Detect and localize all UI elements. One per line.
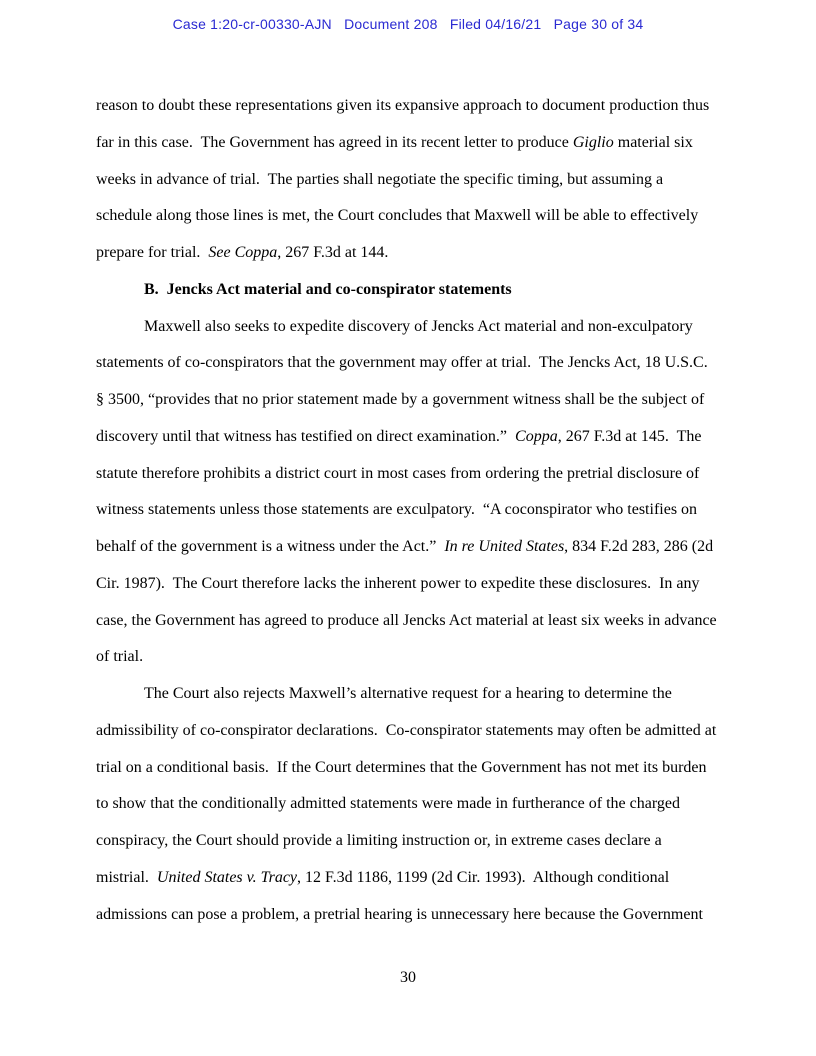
text-segment: , 267 F.3d at 144. xyxy=(277,244,389,261)
text-line xyxy=(96,566,756,603)
text-line xyxy=(96,88,756,125)
text-line xyxy=(96,713,756,750)
text-segment: material six xyxy=(613,133,693,151)
ecf-case-stamp: Case 1:20-cr-00330-AJN Document 208 Filed 04/16/21 Page 30 of 34 xyxy=(172,16,644,32)
text-line xyxy=(96,235,756,272)
text-segment: admissions can pose a problem, a pretrial hearing is unnecessary here because the Government xyxy=(96,905,703,923)
text-segment: prepare for trial. xyxy=(96,244,209,261)
text-segment: The Court also rejects Maxwell’s alternative request for a hearing to determine the xyxy=(144,685,672,702)
text-segment: Giglio xyxy=(572,133,614,151)
text-line xyxy=(96,198,756,235)
text-segment: B. Jencks Act material and co-conspirator statements xyxy=(144,280,512,298)
page-number: 30 xyxy=(400,969,416,986)
text-line xyxy=(96,419,756,456)
text-line xyxy=(96,456,756,493)
text-line xyxy=(96,309,756,346)
text-line xyxy=(96,529,756,566)
text-segment: See Coppa xyxy=(208,244,278,261)
text-segment: § 3500, “provides that no prior statement made by a government witness shall be the subject of xyxy=(96,391,705,408)
text-segment: discovery until that witness has testified on direct examination.” xyxy=(96,427,516,445)
text-segment: trial on a conditional basis. If the Court determines that the Government has not met its burden xyxy=(96,758,707,776)
text-line xyxy=(96,860,756,897)
text-line xyxy=(96,786,756,823)
text-line xyxy=(96,676,756,713)
text-segment: case, the Government has agreed to produce all Jencks Act material at least six weeks in advance xyxy=(96,611,717,629)
text-segment: statements of co-conspirators that the government may offer at trial. The Jencks Act, 18 U.S.C. xyxy=(96,354,708,372)
text-segment: United States v. Tracy xyxy=(156,868,298,886)
text-segment: Coppa xyxy=(515,427,558,445)
text-line xyxy=(96,162,756,199)
text-segment: to show that the conditionally admitted statements were made in furtherance of the charged xyxy=(96,795,680,813)
text-segment: In re United States xyxy=(444,538,565,555)
text-segment: , 12 F.3d 1186, 1199 (2d Cir. 1993). Although conditional xyxy=(297,868,670,886)
text-line xyxy=(96,382,756,419)
text-segment: witness statements unless those statements are exculpatory. “A coconspirator who testifies on xyxy=(96,501,698,519)
text-segment: admissibility of co-conspirator declarations. Co-conspirator statements may often be admitted at xyxy=(96,721,717,739)
text-line xyxy=(96,823,756,860)
text-segment: schedule along those lines is met, the Court concludes that Maxwell will be able to effectively xyxy=(96,207,699,225)
text-line xyxy=(96,639,756,676)
text-line xyxy=(96,345,756,382)
text-segment: behalf of the government is a witness under the Act.” xyxy=(96,538,445,555)
text-segment: , 267 F.3d at 145. The xyxy=(557,427,702,445)
text-line xyxy=(96,897,756,934)
text-segment: mistrial. xyxy=(96,868,157,886)
text-segment: Maxwell also seeks to expedite discovery of Jencks Act material and non-exculpatory xyxy=(144,317,693,335)
text-segment: conspiracy, the Court should provide a limiting instruction or, in extreme cases declare a xyxy=(96,832,662,849)
text-segment: of trial. xyxy=(96,648,144,666)
text-segment: far in this case. The Government has agreed in its recent letter to produce xyxy=(96,133,573,151)
document-body xyxy=(96,88,756,933)
text-segment: Cir. 1987). The Court therefore lacks the inherent power to expedite these disclosures. In any xyxy=(96,574,700,592)
text-segment: statute therefore prohibits a district court in most cases from ordering the pretrial disclosure of xyxy=(96,464,700,482)
text-line xyxy=(96,125,756,162)
text-line xyxy=(96,750,756,787)
heading-line xyxy=(96,272,756,309)
text-line xyxy=(96,603,756,640)
text-segment: weeks in advance of trial. The parties shall negotiate the specific timing, but assuming a xyxy=(96,170,664,188)
text-segment: reason to doubt these representations given its expansive approach to document production thus xyxy=(96,97,710,114)
text-line xyxy=(96,492,756,529)
text-segment: , 834 F.2d 283, 286 (2d xyxy=(564,538,714,555)
